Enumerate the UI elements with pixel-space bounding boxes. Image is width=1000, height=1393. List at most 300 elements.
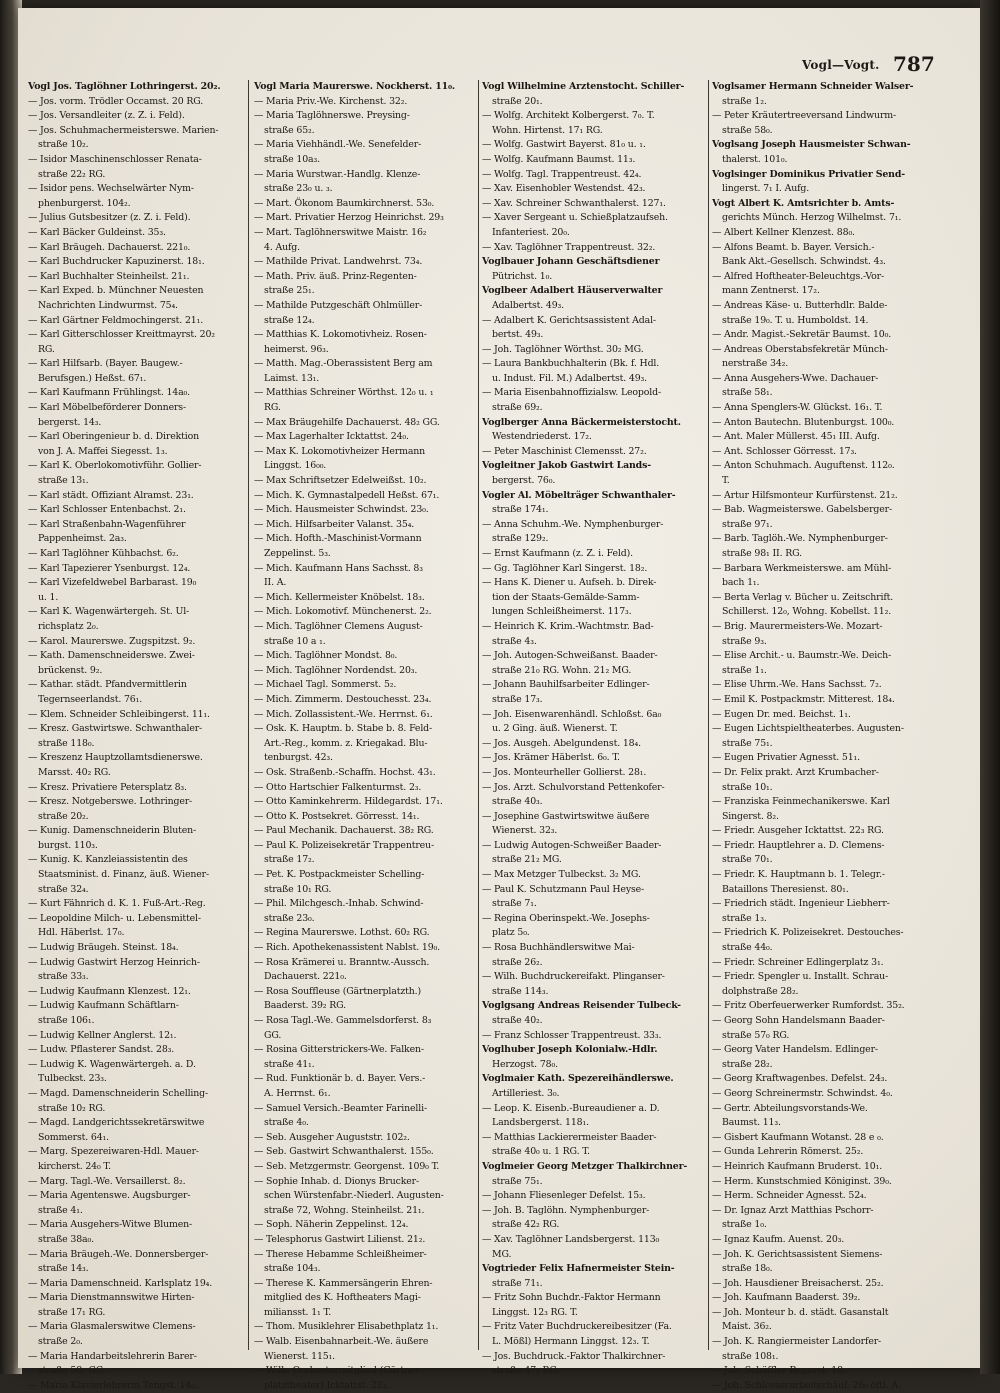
directory-entry-line: straße 1₀. [722,1219,767,1231]
directory-entry-line: Voglberger Anna Bäckermeisterstocht. [482,416,681,428]
directory-entry-line: GG. [264,1029,282,1041]
directory-entry-line: — Dr. Felix prakt. Arzt Krumbacher- [712,766,879,778]
directory-entry-line: brückenst. 9₂. [38,664,103,676]
directory-entry-line: kircherst. 24₀ T. [38,1160,111,1172]
directory-entry-line: — Rich. Apothekenassistent Nablst. 19₀. [254,942,440,954]
running-title: Vogl—Vogt. [802,58,880,72]
directory-entry-line: Adalbertst. 49₃. [492,299,564,311]
directory-entry-line: — Walb. Eisenbahnarbeit.-We. äußere [254,1336,429,1348]
directory-entry-line: Tulbeckst. 23₃. [38,1073,107,1085]
directory-entry-line: — Xav. Taglöhner Trappentreust. 32₂. [482,241,656,253]
directory-entry-line: straße 19₀. T. u. Humboldst. 14. [722,314,869,326]
directory-entry-line: — Kunig. Damenschneiderin Bluten- [28,825,196,837]
directory-entry-line: straße 14₃. [38,1263,89,1275]
directory-entry-line: Westendriederst. 17₂. [492,431,592,443]
directory-entry-line: tion der Staats-Gemälde-Samm- [492,591,640,603]
directory-entry-line: — Anna Ausgehers-Wwe. Dachauer- [712,372,879,384]
directory-entry-line: — Maria Glasmalerswitwe Clemens- [28,1321,196,1333]
directory-entry-line: Voglhuber Joseph Kolonialw.-Hdlr. [482,1044,658,1056]
directory-entry-line: straße 71₁. [492,1277,543,1289]
directory-entry-line: 4. Aufg. [264,241,300,253]
directory-entry-line: — Heinrich K. Krim.-Wachtmstr. Bad- [482,620,654,632]
directory-entry-line: — Ludwig Kellner Anglerst. 12₁. [28,1029,177,1041]
column-rule [708,80,709,1350]
directory-entry-line: lingerst. 7₁ I. Aufg. [722,183,810,195]
column-rule [478,80,479,1350]
directory-entry-line: RG. [38,343,55,355]
directory-entry-line: — Isidor pens. Wechselwärter Nym- [28,183,194,195]
directory-entry-line: — Maria Agentenswe. Augsburger- [28,1190,191,1202]
directory-entry-line: — Kurt Fähnrich d. K. 1. Fuß-Art.-Reg. [28,898,206,910]
directory-entry-line: — Paul Mechanik. Dachauerst. 38₂ RG. [254,825,434,837]
directory-entry-line: — Matthias Schreiner Wörthst. 12₀ u. ₁ [254,387,434,399]
directory-entry-line: — Rud. Funktionär b. d. Bayer. Vers.- [254,1073,426,1085]
directory-entry-line: — Karl Tapezierer Ysenburgst. 12₄. [28,562,191,574]
directory-entry-line: — Mich. Taglöhner Nordendst. 20₃. [254,664,418,676]
directory-entry-line: — Marg. Spezereiwaren-Hdl. Mauer- [28,1146,199,1158]
directory-entry-line: straße 2₀. [38,1336,83,1348]
directory-page [18,8,980,1391]
directory-entry-line: — Anna Schuhm.-We. Nymphenburger- [482,518,664,530]
directory-entry-line: — Hans K. Diener u. Aufseh. b. Direk- [482,577,657,589]
directory-entry-line: straße 97₁. [722,518,773,530]
directory-entry-line: bergerst. 14₃. [38,416,102,428]
directory-entry-line: — Joh. Schlosserarbeiterhäuf. 26₀ öftl. A. [712,1379,901,1391]
directory-entry-line: Voglbeer Adalbert Häuserverwalter [482,285,663,297]
directory-entry-line: — Jos. Buchdruck.-Faktor Thalkirchner- [482,1350,666,1362]
directory-entry-line: — Wolfg. Tagl. Trappentreust. 42₄. [482,168,642,180]
directory-entry-line: — Mich. K. Gymnastalpedell Heßst. 67₁. [254,489,440,501]
directory-entry-line: — Julius Gutsbesitzer (z. Z. i. Feld). [28,212,191,224]
directory-entry-line: — Karl Gärtner Feldmochingerst. 21₁. [28,314,204,326]
directory-entry-line: — Peter Kräutertreeversand Lindwurm- [712,110,897,122]
directory-entry-line: — Ignaz Kaufm. Auenst. 20₃. [712,1233,845,1245]
directory-entry-line: — Osk. Straßenb.-Schaffn. Hochst. 43₁. [254,766,436,778]
directory-entry-line: Vogleitner Jakob Gastwirt Lands- [482,460,651,472]
directory-entry-line: — Matthias Lackierermeister Baader- [482,1131,657,1143]
directory-entry-line: — Barbara Werkmeisterswe. am Mühl- [712,562,892,574]
directory-entry-line: — Max Metzger Tulbeckst. 3₂ MG. [482,869,641,881]
directory-entry-line: Pütrichst. 1₀. [492,270,553,282]
directory-entry-line: — Wolfg. Architekt Kolbergerst. 7₀. T. [482,110,655,122]
directory-entry-line: — Maria Ausgehers-Witwe Blumen- [28,1219,193,1231]
directory-entry-line: — Seb. Ausgeher Auguststr. 102₂. [254,1131,410,1143]
directory-entry-line: straße 13₁. [38,475,89,487]
directory-entry-line: — Karl Vizefeldwebel Barbarast. 19₀ [28,577,197,589]
directory-entry-line: — Friedr. K. Hauptmann b. 1. Telegr.- [712,869,885,881]
directory-entry-line: — Kresz. Gastwirtswe. Schwanthaler- [28,723,203,735]
directory-entry-line: — Gisbert Kaufmann Wotanst. 28 e ₀. [712,1131,884,1143]
directory-entry-line: Linggst. 12₃ RG. T. [492,1306,578,1318]
directory-entry-line: — Joh. Autogen-Schweißanst. Baader- [482,650,658,662]
directory-entry-line: von J. A. Maffei Siegesst. 1₃. [38,445,168,457]
directory-entry-line: dolphstraße 28₂. [722,985,799,997]
directory-entry-line: — Maria Wurstwar.-Handlg. Klenze- [254,168,421,180]
directory-entry-line: — Herm. Kunstschmied Königinst. 39₀. [712,1175,892,1187]
directory-entry-line: straße 10₁ RG. [264,883,332,895]
directory-entry-line: straße 129₂. [492,533,549,545]
directory-entry-line: — Ant. Maler Müllerst. 45₁ III. Aufg. [712,431,880,443]
directory-entry-line: Laimst. 13₁. [264,372,320,384]
directory-entry-line: straße 17₁ RG. [38,1306,106,1318]
directory-entry-line: Zeppelinst. 5₃. [264,548,331,559]
directory-entry-line: — Karl städt. Offiziant Alramst. 23₁. [28,489,194,501]
directory-entry-line: straße 21₀ RG. Wohn. 21₂ MG. [492,664,632,676]
directory-entry-line: straße 1₃. [722,912,767,924]
directory-entry-line: u. 1. [38,591,59,603]
directory-entry-line: Wienerst. 115₁. [264,1350,336,1362]
directory-entry-line: A. Herrnst. 6₁. [264,1087,331,1099]
directory-entry-line: — Jos. Krämer Häberlst. 6₀. T. [482,752,620,764]
directory-entry-line: — Georg Kraftwagenbes. Defelst. 24₃. [712,1073,888,1085]
directory-entry-line: — Kresz. Privatiere Petersplatz 8₃. [28,781,187,793]
directory-entry-line: — Magd. Damenschneiderin Schelling- [28,1087,209,1099]
directory-entry-line: — Albert Kellner Klenzest. 88₀. [712,226,855,238]
directory-entry-line: — Friedr. Schreiner Edlingerplatz 3₁. [712,956,884,968]
directory-entry-line: — Karl Gitterschlosser Kreittmayrst. 20₂ [28,329,215,341]
directory-entry-line: — Karl Exped. b. Münchner Neuesten [28,285,204,297]
directory-entry-line: straße 25₁. [264,285,315,297]
directory-entry-line: — Mart. Privatier Herzog Heinrichst. 29₃ [254,212,444,224]
directory-entry-line: — Alfons Beamt. b. Bayer. Versich.- [712,241,875,253]
directory-entry-line: — Karl Hilfsarb. (Bayer. Baugew.- [28,358,183,370]
directory-entry-line: Art.-Reg., komm. z. Kriegakad. Blu- [264,737,428,749]
directory-entry-line: — Rosa Tagl.-We. Gammelsdorferst. 8₃ [254,1015,432,1026]
directory-entry-line: — Mart. Ökonom Baumkirchnerst. 53₀. [254,197,435,209]
directory-entry-line: straße 17₂. [264,854,315,866]
directory-entry-line: — Joh. Taglöhner Wörthst. 30₂ MG. [482,343,644,355]
directory-entry-line: — Rosina Gitterstrickers-We. Falken- [254,1044,424,1056]
directory-entry-line: straße 9₃. [722,635,767,647]
directory-entry-line: — Joh. K. Rangiermeister Landorfer- [712,1336,882,1348]
directory-entry-line: phenburgerst. 104₂. [38,197,131,209]
directory-entry-line: — Alfred Hoftheater-Beleuchtgs.-Vor- [712,270,884,282]
directory-entry-line: straße 10 a ₁. [264,635,326,647]
directory-entry-line: Artilleriest. 3₀. [492,1087,560,1099]
directory-entry-line: straße 10₂. [38,139,89,151]
directory-entry-line: — Maria Taglöhnerswe. Preysing- [254,110,410,122]
directory-entry-line: Hdl. Häberlst. 17₀. [38,927,125,939]
directory-entry-line: — Kathar. städt. Pfandvermittlerin [28,679,187,691]
directory-entry-line: Linggst. 16₀₀. [264,460,327,472]
directory-entry-line: — Karl Kaufmann Frühlingst. 14a₀. [28,387,190,399]
directory-entry-line: straße 10₂ RG. [38,1102,106,1114]
directory-entry-line: — Magd. Landgerichtssekretärswitwe [28,1117,205,1129]
directory-entry-line: Infanteriest. 20₀. [492,226,570,238]
directory-entry-line: straße 22₂ RG. [38,168,106,180]
directory-entry-line: — Karl Bräugeh. Dachauerst. 221₀. [28,241,191,253]
directory-entry-line: — Jos. Monteurheller Gollierst. 28₁. [482,766,647,778]
directory-entry-line: straße 65₂. [264,124,315,136]
directory-column-1 [28,80,244,1391]
directory-entry-line: — Friedr. Spengler u. Installt. Schrau- [712,971,889,983]
directory-entry-line: — Xav. Eisenhobler Westendst. 42₃. [482,183,646,195]
directory-entry-line: Singerst. 8₂. [722,810,779,822]
directory-entry-line: straße 12₄. [264,314,315,326]
directory-entry-line: Voglsamer Hermann Schneider Walser- [712,81,914,92]
directory-entry-line: Vogl Wilhelmine Arztenstocht. Schiller- [482,81,685,92]
directory-entry-line: — Wilh. Orchestermitglied (Gärtner- [254,1365,423,1377]
directory-entry-line: — Andr. Magist.-Sekretär Baumst. 10₀. [712,329,892,341]
directory-entry-line: Dachauerst. 221₀. [264,971,347,983]
directory-column-2 [254,80,476,1391]
directory-entry-line: — Pet. K. Postpackmeister Schelling- [254,869,425,881]
directory-entry-line: — Otto Hartschier Falkenturmst. 2₃. [254,781,422,793]
directory-entry-line: — Marg. Tagl.-We. Versaillerst. 8₂. [28,1175,186,1187]
directory-entry-line: — Kath. Damenschneiderswe. Zwei- [28,650,195,662]
directory-entry-line: — Peter Maschinist Clemensst. 27₂. [482,445,647,457]
directory-entry-line: — Seb. Metzgermstr. Georgenst. 109₀ T. [254,1160,440,1172]
directory-entry-line: — Fritz Oberfeuerwerker Rumfordst. 35₂. [712,1000,905,1012]
directory-entry-line: — Maria Eisenbahnoffizialsw. Leopold- [482,387,661,399]
directory-entry-line: mann Zentnerst. 17₂. [722,285,820,297]
directory-entry-line: — Franz Schlosser Trappentreust. 33₃. [482,1029,662,1041]
directory-entry-line: — Mathilde Putzgeschäft Ohlmüller- [254,299,423,311]
directory-entry-line: straße 174₁. [492,504,549,516]
directory-entry-line: — Friedr. Hauptlehrer a. D. Clemens- [712,839,885,851]
directory-entry-line: — Max Lagerhalter Icktattst. 24₀. [254,431,409,443]
directory-entry-line: — Barb. Taglöh.-We. Nymphenburger- [712,533,888,545]
directory-entry-line: — Maria Handarbeitslehrerin Barer- [28,1350,197,1362]
directory-entry-line: bertst. 49₃. [492,329,544,341]
directory-entry-line: — Laura Bankbuchhalterin (Bk. f. Hdl. [482,358,660,370]
directory-entry-line: — Josephine Gastwirtswitwe äußere [482,810,650,822]
directory-entry-line: straße 33₃. [38,971,89,983]
directory-entry-line: miliansst. 1₁ T. [264,1306,332,1318]
directory-entry-line: straße 41₁. [264,1058,315,1070]
directory-entry-line: Maist. 36₂. [722,1321,772,1333]
directory-entry-line: — Soph. Näherin Zeppelinst. 12₄. [254,1219,409,1231]
directory-entry-line: — Joh. B. Taglöhn. Nymphenburger- [482,1204,650,1216]
directory-entry-line: — Osk. K. Hauptm. b. Stabe b. 8. Feld- [254,723,433,735]
directory-entry-line: — Karl Buchdrucker Kapuzinerst. 18₁. [28,256,205,268]
directory-entry-line: Pappenheimst. 2a₃. [38,533,127,545]
directory-entry-line: — Paul K. Schutzmann Paul Heyse- [482,883,645,895]
directory-entry-line: straße 20₁. [492,95,543,107]
directory-entry-line: — Elise Archit.- u. Baumstr.-We. Deich- [712,650,892,662]
directory-entry-line: lungen Schleißheimerst. 117₃. [492,606,632,618]
directory-entry-line: — Michael Tagl. Sommerst. 5₂. [254,679,397,691]
directory-entry-line: — Eugen Lichtspieltheaterbes. Augusten- [712,723,904,735]
directory-entry-line: Nachrichten Lindwurmst. 75₄. [38,299,178,311]
directory-entry-line: — Joh. K. Gerichtsassistent Siemens- [712,1248,883,1260]
directory-entry-line: — Jos. Ausgeh. Abelgundenst. 18₄. [482,737,641,749]
column-rule [248,80,249,1350]
directory-entry-line: L. Mößl) Hermann Linggst. 12₃. T. [492,1336,650,1348]
directory-entry-line: platz 5₀. [492,927,530,939]
directory-entry-line: — Karl Straßenbahn-Wagenführer [28,518,186,530]
directory-entry-line: — Anton Bautechn. Blutenburgst. 100₀. [712,416,895,428]
directory-entry-line: — Maria Priv.-We. Kirchenst. 32₂. [254,95,408,107]
directory-entry-line: — Maria Dienstmannswitwe Hirten- [28,1292,195,1304]
directory-entry-line: — Samuel Versich.-Beamter Farinelli- [254,1102,427,1114]
directory-entry-line: — Sophie Inhab. d. Dionys Brucker- [254,1175,420,1187]
directory-entry-line: Baaderst. 39₂ RG. [264,1000,346,1012]
directory-entry-line: — Matth. Mag.-Oberassistent Berg am [254,358,433,370]
directory-entry-line: — Therese Hebamme Schleißheimer- [254,1248,427,1260]
directory-entry-line: — Ant. Schlosser Görresst. 17₃. [712,445,857,457]
directory-entry-line: — Regina Maurerswe. Lothst. 60₂ RG. [254,927,430,939]
directory-entry-line: straße 58₁. [722,387,773,399]
directory-entry-line: Wohn. Hirtenst. 17₁ RG. [492,124,603,136]
directory-entry-line: — Andreas Oberstabsfekretär Münch- [712,343,888,355]
directory-entry-line: — Xav. Taglöhner Landsbergerst. 113₀ [482,1233,660,1245]
directory-entry-line: straße 23₀. [264,912,315,924]
directory-entry-line: — Gunda Lehrerin Römerst. 25₂. [712,1146,864,1158]
directory-entry-line: — Brig. Maurermeisters-We. Mozart- [712,620,883,632]
directory-entry-line: Voglbauer Johann Geschäftsdiener [482,256,660,268]
directory-entry-line: straße 47₁ RG. [492,1365,560,1377]
directory-entry-line: straße 40₂. [492,1015,543,1026]
directory-entry-line: Baumst. 11₃. [722,1117,781,1129]
directory-entry-line: — Karl Oberingenieur b. d. Direktion [28,431,199,443]
directory-entry-line: — Leop. K. Eisenb.-Bureaudiener a. D. [482,1102,660,1114]
directory-entry-line: — Max K. Lokomotivheizer Hermann [254,445,426,457]
directory-entry-line: u. 2 Ging. äuß. Wienerst. T. [492,723,618,735]
directory-entry-line: straße 98₁ II. RG. [722,548,802,559]
directory-entry-line: — Isidor Maschinenschlosser Renata- [28,153,202,165]
directory-entry-line: straße 42₂ RG. [492,1219,560,1231]
directory-entry-line: straße 104₃. [264,1263,321,1275]
directory-entry-line: straße 18₀. [722,1263,773,1275]
directory-entry-line: — Karol. Maurerswe. Zugspitzst. 9₂. [28,635,196,647]
directory-entry-line: — Ludwig Bräugeh. Steinst. 18₄. [28,942,179,954]
directory-entry-line: straße 1₁. [722,664,767,676]
directory-entry-line: Bank Akt.-Gesellsch. Schwindst. 4₃. [722,256,886,268]
directory-entry-line: straße 23₀ u. ₃. [264,183,333,195]
directory-entry-line: — Maria Bräugeh.-We. Donnersberger- [28,1248,209,1260]
directory-entry-line: — Kunig. K. Kanzleiassistentin des [28,854,188,866]
directory-entry-line: — Friedrich K. Polizeisekret. Destouches- [712,927,904,939]
directory-entry-line: straße 40₃. [492,796,543,808]
directory-entry-line: — Wolfg. Gastwirt Bayerst. 81₀ u. ₁. [482,139,646,151]
directory-entry-line: — Herm. Schneider Agnesst. 52₄. [712,1190,867,1202]
directory-entry-line: richsplatz 2₀. [38,620,99,632]
directory-entry-line: — Karl K. Oberlokomotivführ. Gollier- [28,460,202,472]
directory-entry-line: — Mich. Zollassistent.-We. Herrnst. 6₁. [254,708,433,720]
directory-entry-line: straße 106₁. [38,1015,95,1026]
directory-entry-line: straße 58₀. [722,124,773,136]
directory-entry-line: straße 69₂. [492,402,543,414]
directory-entry-line: straße 4₀. [264,1117,309,1129]
directory-entry-line: Voglmaier Kath. Spezereihändlerswe. [482,1073,674,1085]
directory-entry-line: — Maria Klavierlehrerin Tengst. 14₀. [28,1379,198,1391]
directory-entry-line: — Klem. Schneider Schleibingerst. 11₁. [28,708,210,720]
directory-entry-line: — Phil. Milchgesch.-Inhab. Schwind- [254,898,424,910]
directory-entry-line: straße 44₀. [722,942,773,954]
directory-entry-line: straße 10₁. [722,781,773,793]
directory-entry-line: — Jos. Arzt. Schulvorstand Pettenkofer- [482,781,665,793]
directory-entry-line: — Georg Vater Handelsm. Edlinger- [712,1044,878,1056]
directory-entry-line: bach 1₁. [722,577,760,589]
directory-entry-line: — Karl Taglöhner Kühbachst. 6₂. [28,548,179,559]
directory-entry-line: schen Würstenfabr.-Niederl. Augusten- [264,1190,444,1202]
directory-entry-line: Voglsinger Dominikus Privatier Send- [712,168,905,180]
directory-entry-line: MG. [492,1248,512,1260]
directory-entry-line: straße 1₂. [722,95,767,107]
directory-entry-line: Vogt Albert K. Amtsrichter b. Amts- [712,197,895,209]
directory-entry-line: — Otto K. Postsekret. Görresst. 14₁. [254,810,420,822]
directory-entry-line: — Joh. Eisenwarenhändl. Schloßst. 6a₀ [482,708,662,720]
directory-entry-line: — Rosa Souffleuse (Gärtnerplatzth.) [254,985,421,997]
directory-column-3 [482,80,704,1377]
directory-entry-line: — Gg. Taglöhner Karl Singerst. 18₂. [482,562,648,574]
directory-entry-line: — Therese K. Kammersängerin Ehren- [254,1277,433,1289]
directory-entry-line: — Ludwig Gastwirt Herzog Heinrich- [28,956,200,968]
directory-entry-line: — Karl K. Wagenwärtergeh. St. Ul- [28,606,190,618]
directory-entry-line: — Mich. Zimmerm. Destouchesst. 23₄. [254,693,432,705]
directory-entry-line: — Heinrich Kaufmann Bruderst. 10₁. [712,1160,883,1172]
directory-entry-line: Vogtrieder Felix Hafnermeister Stein- [482,1263,675,1275]
directory-entry-line: Marsst. 40₂ RG. [38,766,111,778]
directory-entry-line: mitglied des K. Hoftheaters Magi- [264,1292,421,1304]
directory-entry-line: straße 118₀. [38,737,95,749]
directory-entry-line: straße 114₃. [492,985,549,997]
directory-entry-line: — Mathilde Privat. Landwehrst. 73₄. [254,256,423,268]
directory-entry-line: Staatsminist. d. Finanz, äuß. Wiener- [38,869,209,881]
directory-entry-line: — Mart. Taglöhnerswitwe Maistr. 16₂ [254,226,427,238]
directory-entry-line: — Maria Damenschneid. Karlsplatz 19₄. [28,1277,213,1289]
directory-entry-line: — Berta Verlag v. Bücher u. Zeitschrift. [712,591,894,603]
directory-entry-line: — Ludwig Autogen-Schweißer Baader- [482,839,662,851]
directory-entry-line: u. Indust. Fil. M.) Adalbertst. 49₃. [492,372,647,384]
directory-entry-line: — Johann Fliesenleger Defelst. 15₃. [482,1190,646,1202]
directory-entry-line: — Georg Schreinermstr. Schwindst. 4₀. [712,1087,893,1099]
directory-entry-line: straße 10a₃. [264,153,320,165]
directory-entry-line: — Fritz Sohn Buchdr.-Faktor Hermann [482,1292,661,1304]
directory-entry-line: — Xaver Sergeant u. Schießplatzaufseh. [482,212,668,224]
directory-entry-line: — Bab. Wagmeisterswe. Gabelsberger- [712,504,893,516]
directory-entry-line: straße 57₀ RG. [722,1029,790,1041]
directory-entry-line: straße 21₂ MG. [492,854,562,866]
directory-entry-line: nerstraße 34₂. [722,358,789,370]
directory-entry-line: RG. [264,402,281,414]
directory-entry-line: — Mich. Kaufmann Hans Sachsst. 8₃ [254,562,423,574]
directory-entry-line: — Mich. Lokomotivf. Münchenerst. 2₂. [254,606,432,618]
directory-entry-line: Voglgsang Andreas Reisender Tulbeck- [482,1000,681,1012]
directory-entry-line: — Anna Spenglers-W. Glückst. 16₁. T. [712,402,883,414]
directory-entry-line: Vogl Maria Maurerswe. Nockherst. 11₀. [254,81,456,92]
directory-entry-line: — Mich. Hilfsarbeiter Valanst. 35₄. [254,518,415,530]
page-edge-shadow [980,0,1000,1374]
directory-entry-line: — Johann Bauhilfsarbeiter Edlinger- [482,679,650,691]
directory-entry-line: — Joh. Hausdiener Breisacherst. 25₂. [712,1277,884,1289]
directory-entry-line: — Karl Buchhalter Steinheilst. 21₁. [28,270,190,282]
directory-entry-line: platztheater) Icktattst. 22₂. [264,1379,390,1391]
directory-entry-line: — Karl Schlosser Entenbachst. 2₁. [28,504,186,516]
directory-entry-line: — Rosa Krämerei u. Branntw.-Aussch. [254,956,430,968]
directory-entry-line: — Telesphorus Gastwirt Lilienst. 21₂. [254,1233,426,1245]
directory-entry-line: — Jos. Schuhmachermeisterswe. Marien- [28,124,219,136]
directory-entry-line: — Georg Sohn Handelsmann Baader- [712,1015,885,1026]
directory-entry-line: — Mich. Hausmeister Schwindst. 23₀. [254,504,429,516]
directory-entry-line: T. [722,475,730,487]
directory-column-4 [712,80,940,1391]
directory-entry-line: — Kreszenz Hauptzollamtsdienerswe. [28,752,203,764]
directory-entry-line: — Fritz Vater Buchdruckereibesitzer (Fa. [482,1321,672,1333]
directory-entry-line: Berufsgen.) Heßst. 67₁. [38,372,147,384]
directory-entry-line: straße 7₁. [492,898,537,910]
directory-entry-line: — Eugen Privatier Agnesst. 51₁. [712,752,860,764]
directory-entry-line: Herzogst. 78₀. [492,1058,558,1070]
directory-entry-line: straße 38a₀. [38,1233,94,1245]
directory-entry-line: — Thom. Musiklehrer Elisabethplatz 1₁. [254,1321,439,1333]
directory-entry-line: — Mich. Kellermeister Knöbelst. 18₃. [254,591,425,603]
directory-entry-line: — Artur Hilfsmonteur Kurfürstenst. 21₂. [712,489,898,501]
directory-entry-line: — Elise Uhrm.-We. Hans Sachsst. 7₂. [712,679,882,691]
directory-entry-line: — Seb. Gastwirt Schwanthalerst. 155₀. [254,1146,434,1158]
directory-entry-line: — Joh. Schäffler Regerst. 18₂ [712,1365,847,1377]
